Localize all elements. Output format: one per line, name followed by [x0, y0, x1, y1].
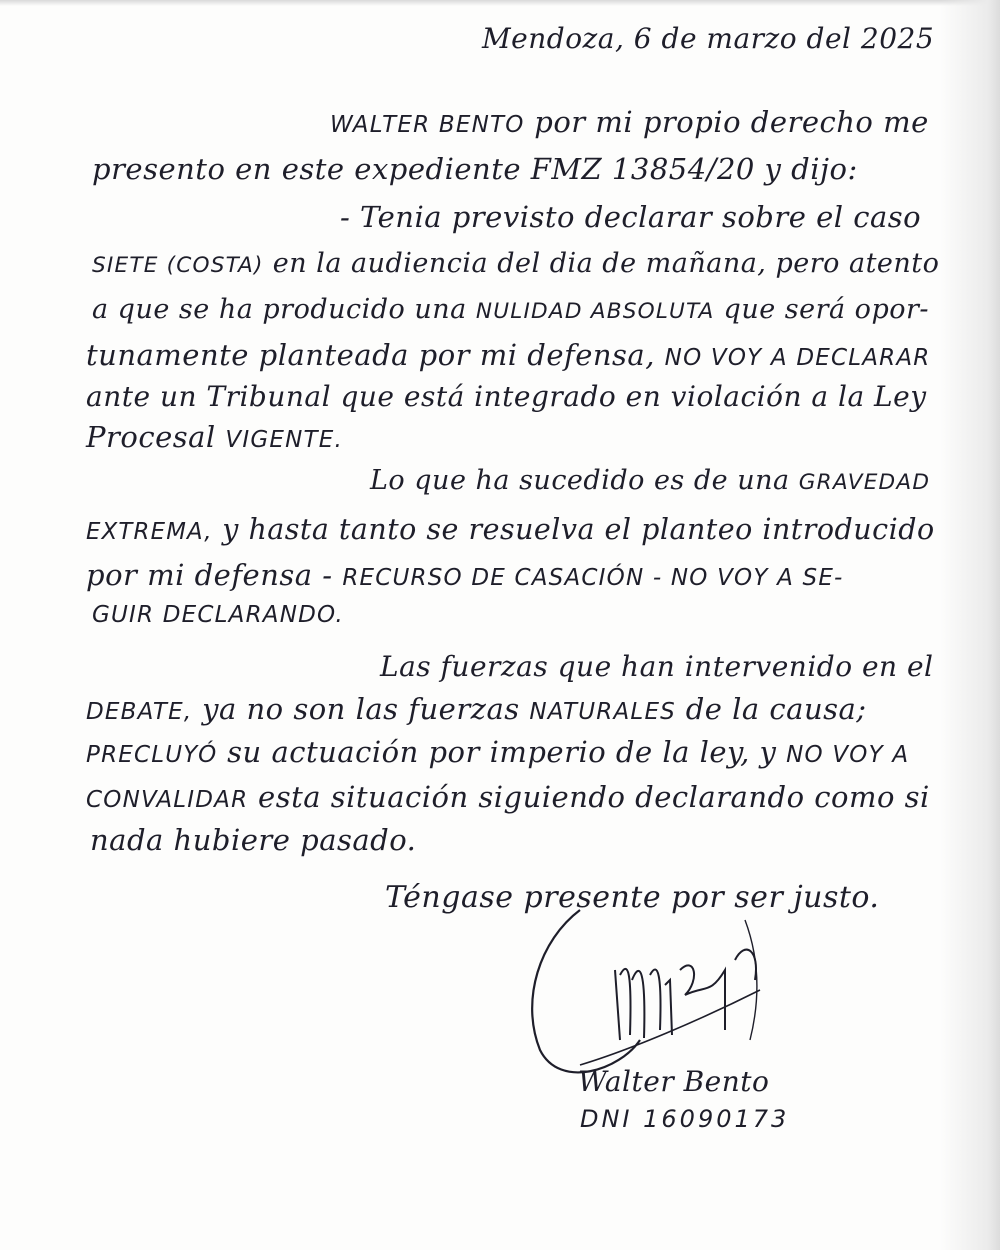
nulidad-absoluta: NULIDAD ABSOLUTA: [475, 299, 715, 324]
p3-line4: [86, 780, 930, 814]
recurso-de-casacion: RECURSO DE CASACIÓN - NO VOY A SE-: [342, 565, 844, 591]
p2-line1: [370, 465, 930, 496]
p1-line8-start: Procesal: [86, 420, 216, 454]
p2-line1-start: Lo que ha sucedido es de una: [370, 465, 790, 496]
closing-line: Téngase presente por ser justo.: [385, 880, 880, 915]
p2-line3: [86, 558, 844, 592]
p1-line4-rest: en la audiencia del dia de mañana, pero atento: [272, 248, 940, 279]
p3-line4-rest: esta situación siguiendo declarando como si: [258, 780, 930, 814]
p3-line2: [86, 692, 867, 726]
no-voy-a: NO VOY A: [786, 742, 910, 768]
p3-line5: nada hubiere pasado.: [90, 823, 417, 857]
no-voy-a-declarar: NO VOY A DECLARAR: [664, 345, 931, 371]
case-name: SIETE (COSTA): [92, 253, 264, 278]
gravedad: GRAVEDAD: [798, 470, 931, 495]
p1-line1-rest: por mi propio derecho me: [534, 105, 929, 139]
p1-line5: [92, 294, 929, 325]
p1-line2: presento en este expediente FMZ 13854/20 y dijo:: [92, 152, 858, 186]
p3-line1: Las fuerzas que han intervenido en el: [380, 650, 934, 683]
p1-line5-end: que será opor-: [723, 294, 930, 325]
p1-line7: ante un Tribunal que está integrado en violación a la Ley: [86, 380, 927, 413]
p3-line2-mid: ya no son las fuerzas: [202, 692, 520, 726]
p1-line1: [330, 105, 929, 139]
p3-line3: [86, 735, 909, 769]
signature-printed-name: Walter Bento: [578, 1065, 770, 1098]
p1-line6-start: tunamente planteada por mi defensa,: [86, 338, 655, 372]
p3-line2-end: de la causa;: [685, 692, 867, 726]
paper-right-edge: [940, 0, 1000, 1250]
convalidar: CONVALIDAR: [86, 787, 249, 813]
debate: DEBATE,: [86, 699, 193, 725]
naturales: NATURALES: [529, 699, 676, 725]
paper-top-edge: [0, 0, 1000, 6]
place-date: Mendoza, 6 de marzo del 2025: [482, 22, 935, 55]
p1-line3: - Tenia previsto declarar sobre el caso: [340, 200, 922, 234]
p2-line2-rest: y hasta tanto se resuelva el planteo introducido: [222, 513, 935, 546]
p3-line3-mid: su actuación por imperio de la ley, y: [227, 735, 777, 769]
precluyo: PRECLUYÓ: [86, 742, 218, 768]
signature-id: DNI 16090173: [580, 1105, 790, 1133]
p1-line4: [92, 248, 939, 279]
p1-line6: [86, 338, 930, 372]
vigente: VIGENTE.: [225, 427, 343, 453]
p2-line2: [86, 513, 935, 546]
p1-line5-start: a que se ha producido una: [92, 294, 467, 325]
p1-line8: [86, 420, 343, 454]
extrema: EXTREMA,: [86, 519, 213, 545]
p2-line4: GUIR DECLARANDO.: [92, 602, 344, 628]
author-name: WALTER BENTO: [330, 112, 525, 138]
p2-line3-start: por mi defensa -: [86, 558, 333, 592]
